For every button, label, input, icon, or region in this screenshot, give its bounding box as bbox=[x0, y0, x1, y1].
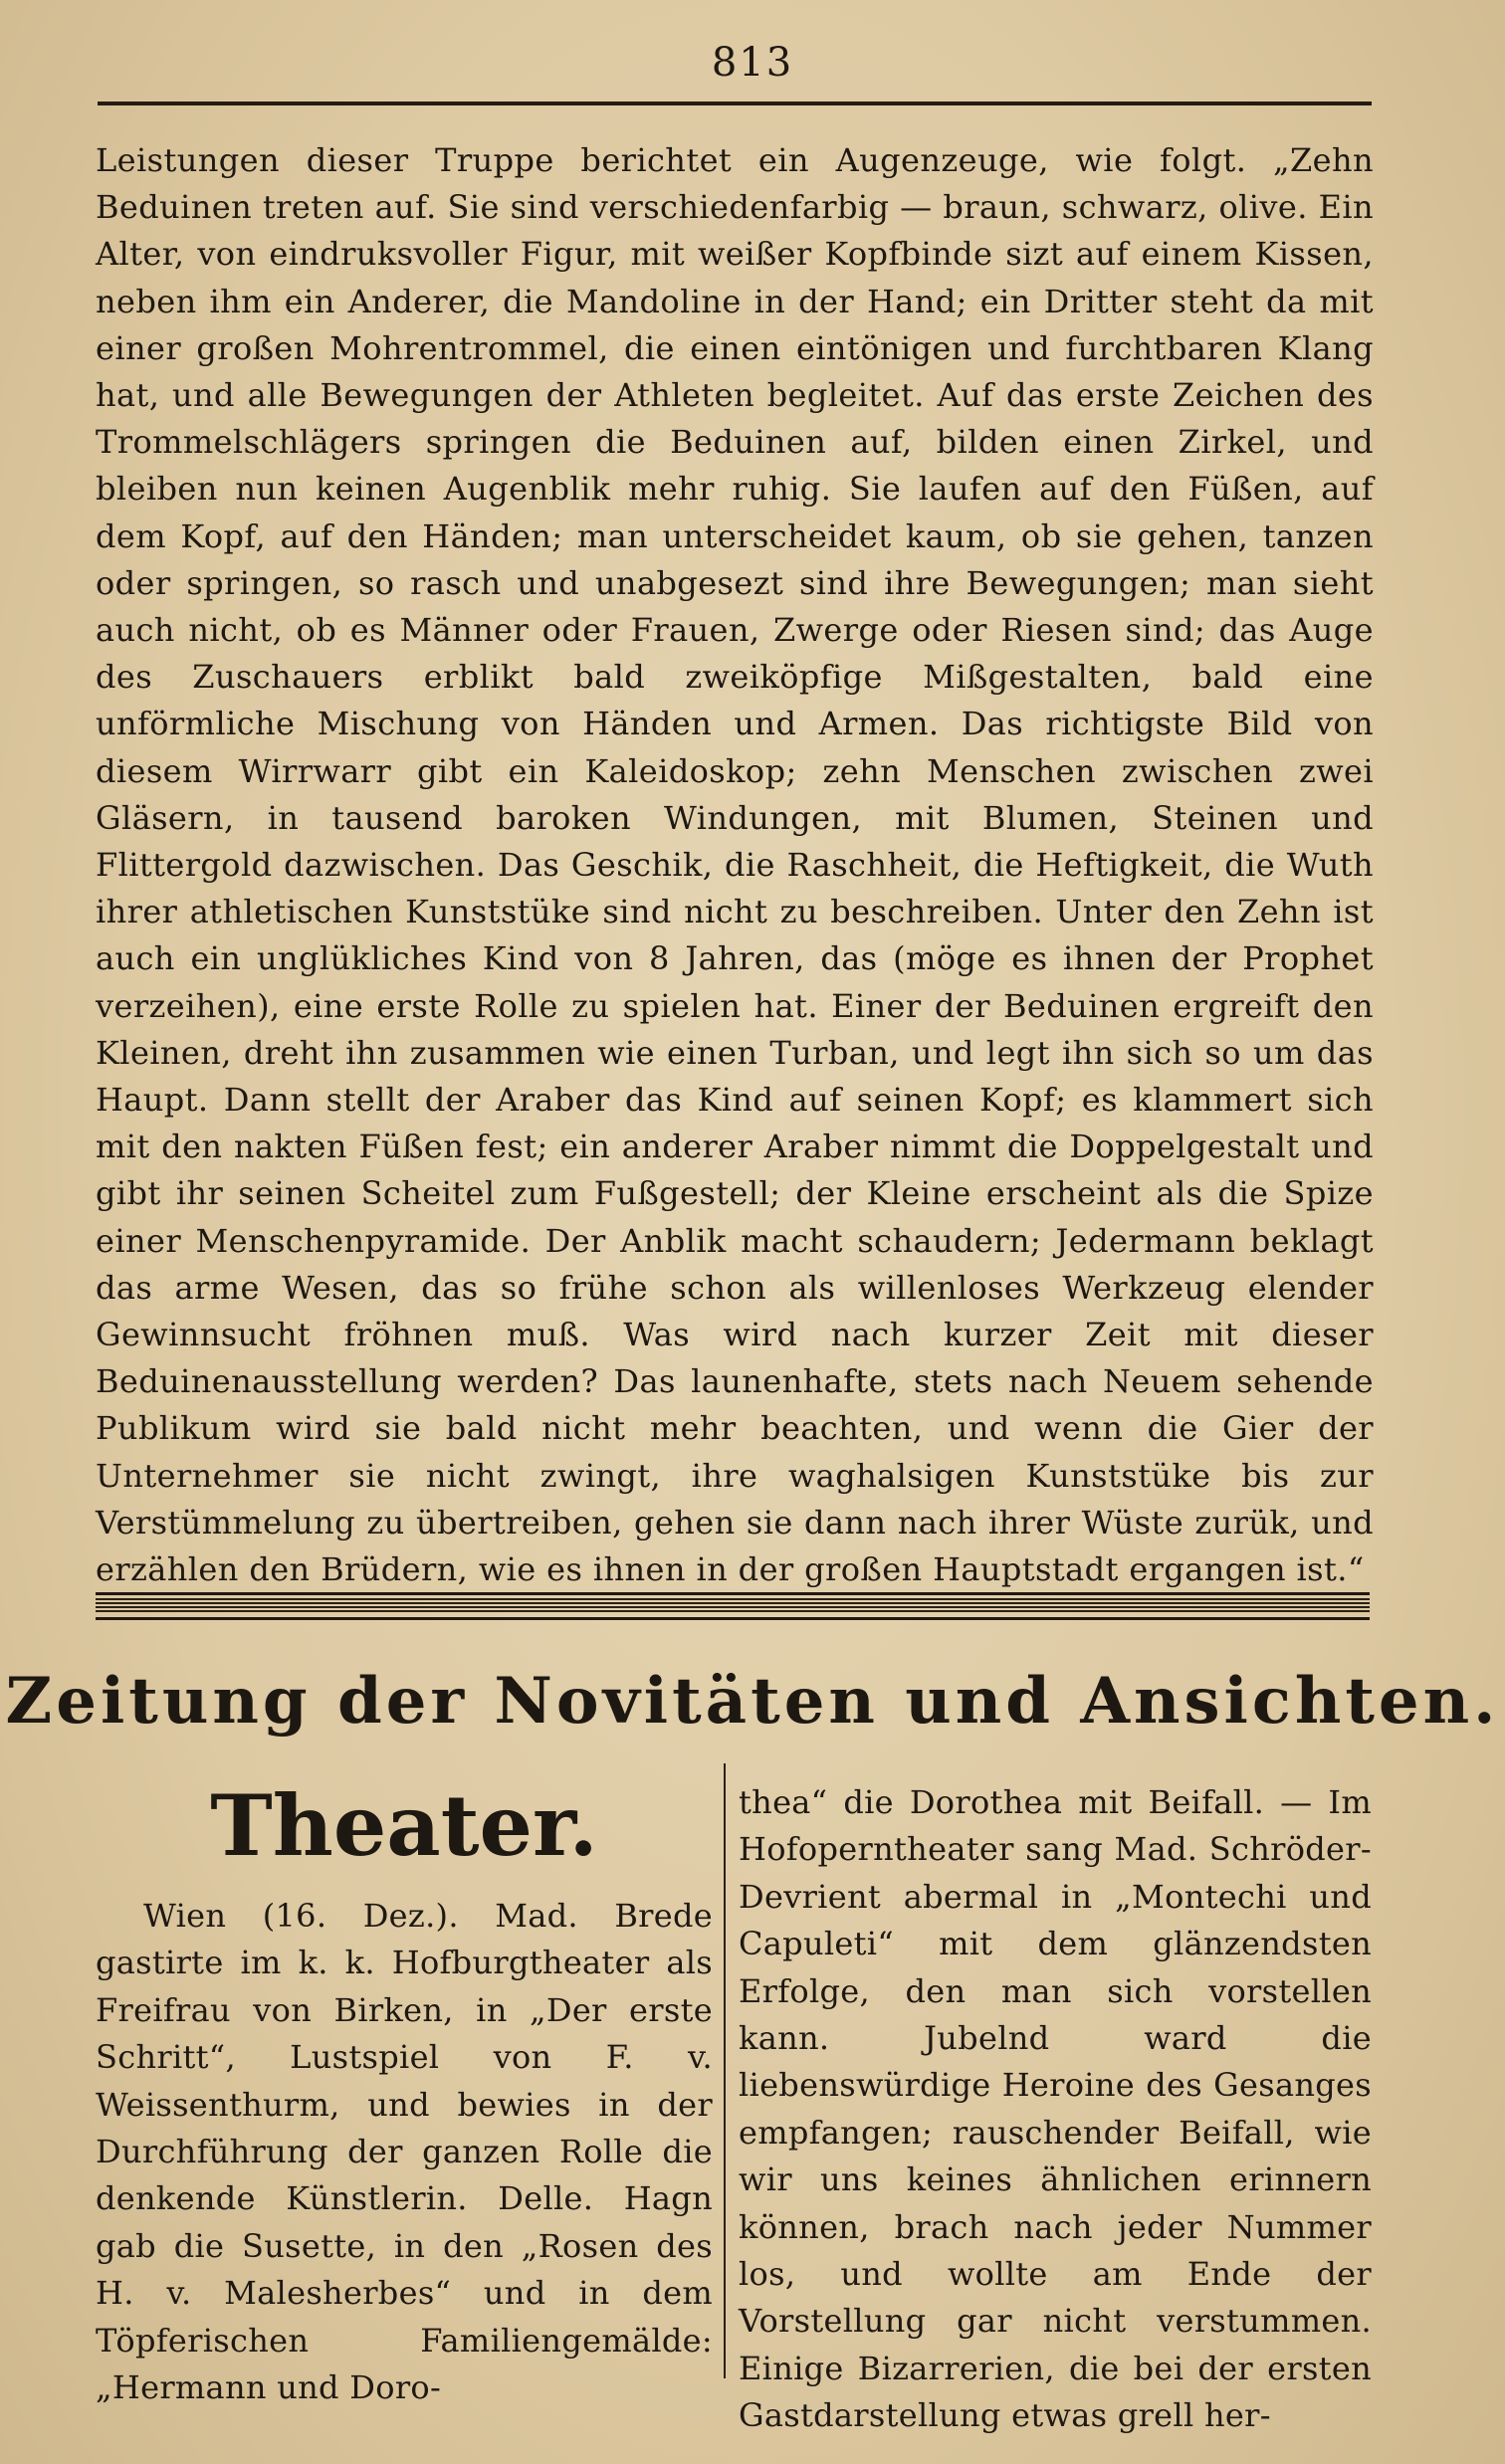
left-column-text: Wien (16. Dez.). Mad. Brede gastirte im k. k. Hofburgtheater als Freifrau von Birken, in „Der erste Schritt“, Lustspiel von F. v. Weissenthurm, und bewies in der Durchführung der ganzen Rolle die denkende Künstlerin. Delle. Hagn gab die Susette, in den „Rosen des H. v. Malesherbes“ und in dem Töpferischen Familiengemälde: „Hermann und Doro- bbox=[96, 1897, 713, 2407]
section-divider bbox=[96, 1592, 1370, 1620]
page-number: 813 bbox=[711, 40, 794, 86]
article-body bbox=[96, 137, 1374, 1593]
section-title: Zeitung der Novitäten und Ansichten. bbox=[5, 1664, 1500, 1739]
right-column bbox=[739, 1779, 1372, 2440]
right-column-text: thea“ die Dorothea mit Beifall. — Im Hofoperntheater sang Mad. Schröder-Devrient abermal in „Montechi und Capuleti“ mit dem glänzendsten Erfolge, den man sich vorstellen kann. Jubelnd ward die liebenswürdige Heroine des Gesanges empfangen; rauschender Beifall, wie wir uns keines ähnlichen erinnern können, brach nach jeder Nummer los, und wollte am Ende der Vorstellung gar nicht verstummen. Einige Bizarrerien, die bei der ersten Gastdarstellung etwas grell her- bbox=[739, 1783, 1372, 2435]
article-paragraph: Leistungen dieser Truppe berichtet ein Augenzeuge, wie folgt. „Zehn Beduinen treten auf. Sie sind verschiedenfarbig — braun, schwarz, olive. Ein Alter, von eindruksvoller Figur, mit weißer Kopfbinde sizt auf einem Kissen, neben ihm ein Anderer, die Mandoline in der Hand; ein Dritter steht da mit einer großen Mohrentrommel, die einen eintönigen und furchtbaren Klang hat, und alle Bewegungen der Athleten begleitet. Auf das erste Zeichen des Trommelschlägers springen die Beduinen auf, bilden einen Zirkel, und bleiben nun keinen Augenblik mehr ruhig. Sie laufen auf den Füßen, auf dem Kopf, auf den Händen; man unterscheidet kaum, ob sie gehen, tanzen oder springen, so rasch und unabgesezt sind ihre Bewegungen; man sieht auch nicht, ob es Männer oder Frauen, Zwerge oder Riesen sind; das Auge des Zuschauers erblikt bald zweiköpfige Mißgestalten, bald eine unförmliche Mischung von Händen und Armen. Das richtigste Bild von diesem Wirrwarr gibt ein Kaleidoskop; zehn Menschen zwischen zwei Gläsern, in tausend baroken Windungen, mit Blumen, Steinen und Flittergold dazwischen. Das Geschik, die Raschheit, die Heftigkeit, die Wuth ihrer athletischen Kunststüke sind nicht zu beschreiben. Unter den Zehn ist auch ein unglükliches Kind von 8 Jahren, das (möge es ihnen der Prophet verzeihen), eine erste Rolle zu spielen hat. Einer der Beduinen ergreift den Kleinen, dreht ihn zusammen wie einen Turban, und legt ihn sich so um das Haupt. Dann stellt der Araber das Kind auf seinen Kopf; es klammert sich mit den nakten Füßen fest; ein anderer Araber nimmt die Doppelgestalt und gibt ihr seinen Scheitel zum Fußgestell; der Kleine erscheint als die Spize einer Menschenpyramide. Der Anblik macht schaudern; Jedermann beklagt das arme Wesen, das so frühe schon als willenloses Werkzeug elender Gewinnsucht fröhnen muß. Was wird nach kurzer Zeit mit dieser Beduinenausstellung werden? Das launenhafte, stets nach Neuem sehende Publikum wird sie bald nicht mehr beachten, und wenn die Gier der Unternehmer sie nicht zwingt, ihre waghalsigen Kunststüke bis zur Verstümmelung zu übertreiben, gehen sie dann nach ihrer Wüste zurük, und erzählen den Brüdern, wie es ihnen in der großen Hauptstadt ergangen ist.“ bbox=[96, 141, 1374, 1589]
header-rule bbox=[98, 102, 1372, 105]
left-column bbox=[96, 1771, 713, 2411]
column-heading: Theater. bbox=[210, 1776, 598, 1875]
column-divider bbox=[724, 1763, 726, 2378]
